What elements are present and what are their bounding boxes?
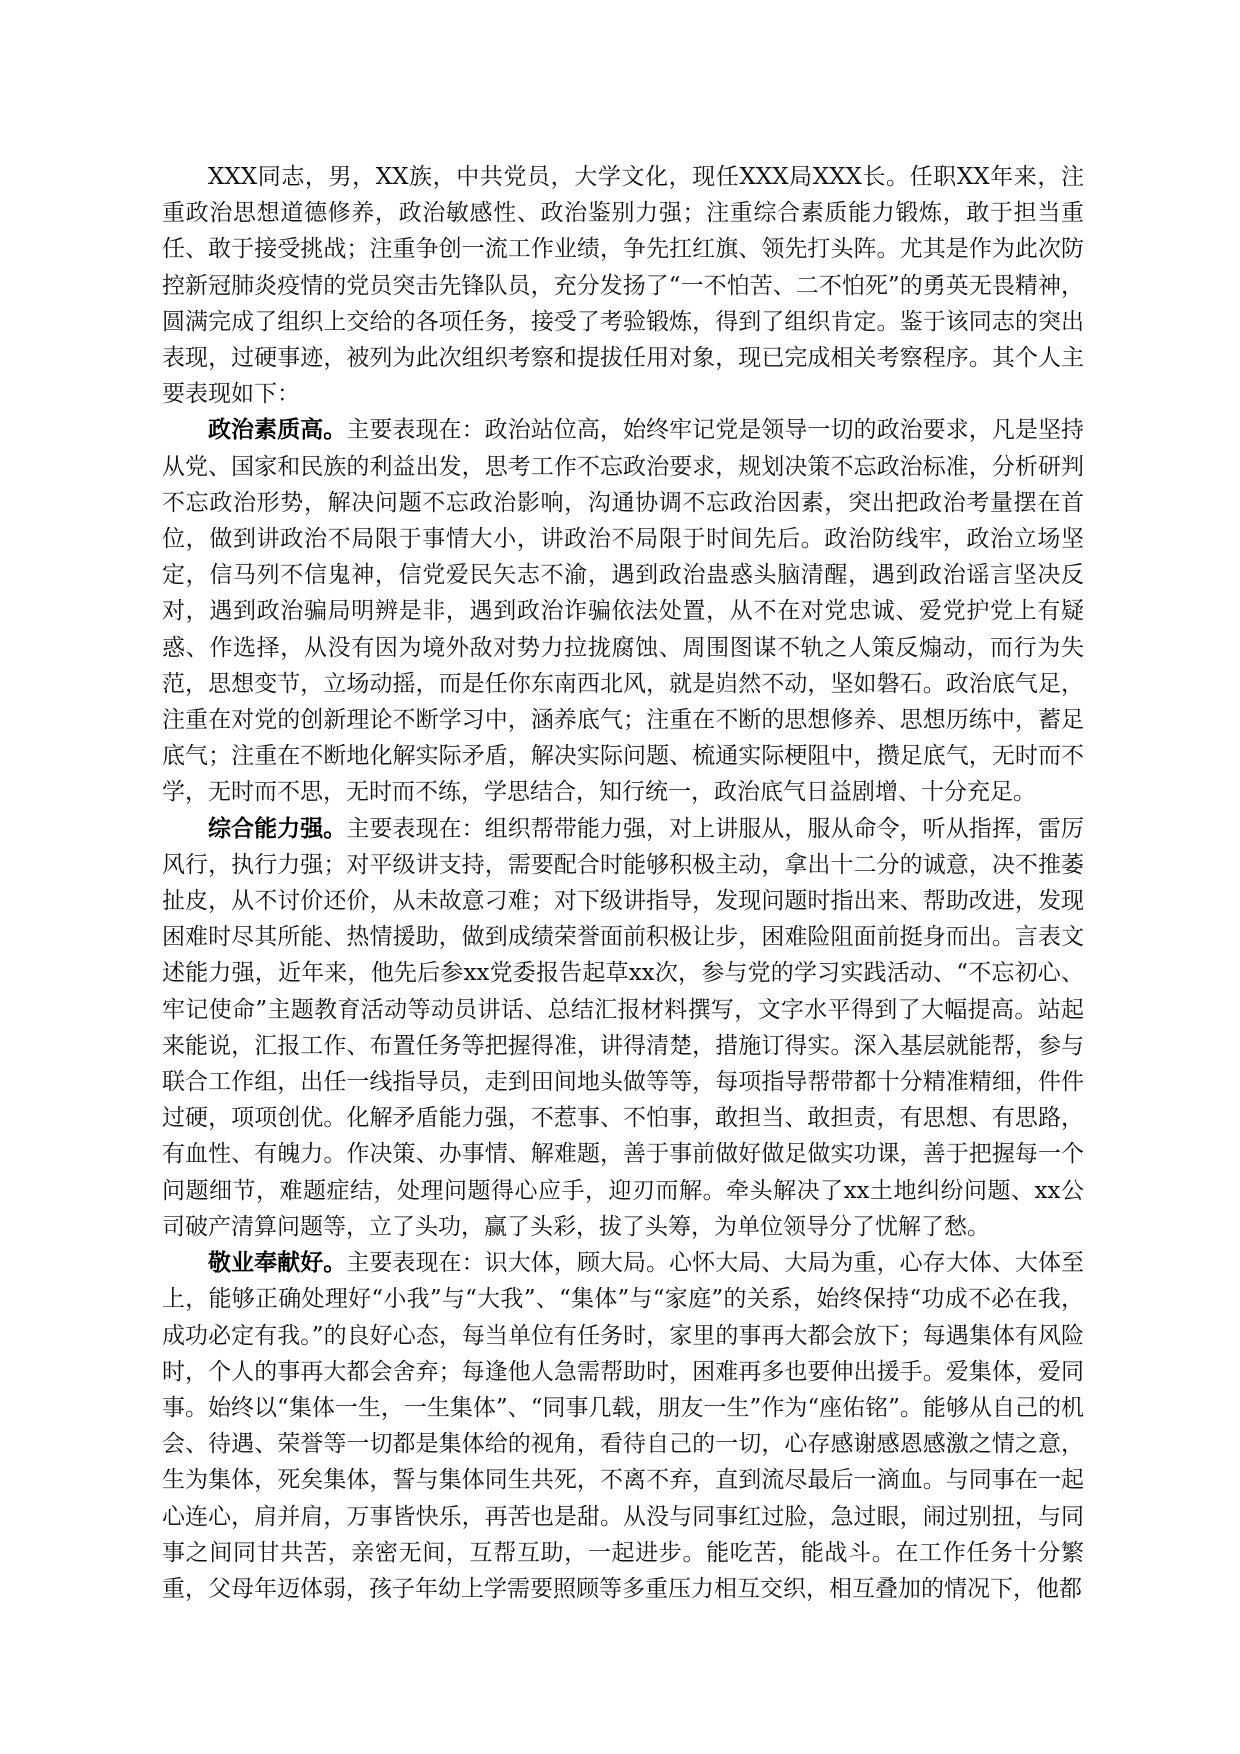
paragraph-comprehensive-ability — [162, 811, 1084, 1245]
paragraph-political-quality-text: 主要表现在：政治站位高，始终牢记党是领导一切的政治要求，凡是坚持从党、国家和民族的利益出发，思考工作不忘政治要求，规划决策不忘政治标准，分析研判不忘政治形势，解决问题不忘政治影响，沟通协调不忘政治因素，突出把政治考量摆在首位，做到讲政治不局限于事情大小，讲政治不局限于时间先后。政治防线牢，政治立场坚定，信马列不信鬼神，信党爱民矢志不渝，遇到政治蛊惑头脑清醒，遇到政治谣言坚决反对，遇到政治骗局明辨是非，遇到政治诈骗依法处置，从不在对党忠诚、爱党护党上有疑惑、作选择，从没有因为境外敌对势力拉拢腐蚀、周围图谋不轨之人策反煽动，而行为失范，思想变节，立场动摇，而是任你东南西北风，就是岿然不动，坚如磐石。政治底气足，注重在对党的创新理论不断学习中，涵养底气；注重在不断的思想修养、思想历练中，蓄足底气；注重在不断地化解实际矛盾，解决实际问题、梳通实际梗阻中，攒足底气，无时而不学，无时而不思，无时而不练，学思结合，知行统一，政治底气日益剧增、十分充足。 — [162, 417, 1085, 806]
paragraph-heading-dedication: 敬业奉献好。 — [208, 1249, 347, 1277]
paragraph-political-quality — [162, 412, 1084, 810]
document-body — [162, 159, 1084, 1607]
paragraph-comprehensive-ability-text: 主要表现在：组织帮带能力强，对上讲服从，服从命令，听从指挥，雷厉风行，执行力强；对平级讲支持，需要配合时能够积极主动，拿出十二分的诚意，决不推萎扯皮，从不讨价还价，从未故意刁难；对下级讲指导，发现问题时指出来、帮助改进，发现困难时尽其所能、热情援助，做到成绩荣誉面前积极让步，困难险阻面前挺身而出。言表文述能力强，近年来，他先后参xx党委报告起草xx次，参与党的学习实践活动、“不忘初心、牢记使命”主题教育活动等动员讲话、总结汇报材料撰写，文字水平得到了大幅提高。站起来能说，汇报工作、布置任务等把握得准，讲得清楚，措施订得实。深入基层就能帮，参与联合工作组，出任一线指导员，走到田间地头做等等，每项指导帮带都十分精准精细，件件过硬，项项创优。化解矛盾能力强，不惹事、不怕事，敢担当、敢担责，有思想、有思路，有血性、有魄力。作决策、办事情、解难题，善于事前做好做足做实功课，善于把握每一个问题细节，难题症结，处理问题得心应手，迎刃而解。牵头解决了xx土地纠纷问题、xx公司破产清算问题等，立了头功，赢了头彩，拔了头筹，为单位领导分了忧解了愁。 — [162, 815, 1085, 1240]
paragraph-dedication — [162, 1245, 1084, 1607]
paragraph-intro-text: XXX同志，男，XX族，中共党员，大学文化，现任XXX局XXX长。任职XX年来，注重政治思想道德修养，政治敏感性、政治鉴别力强；注重综合素质能力锻炼，敢于担当重任、敢于接受挑战；注重争创一流工作业绩，争先扛红旗、领先打头阵。尤其是作为此次防控新冠肺炎疫情的党员突击先锋队员，充分发扬了“一不怕苦、二不怕死”的勇英无畏精神，圆满完成了组织上交给的各项任务，接受了考验锻炼，得到了组织肯定。鉴于该同志的突出表现，过硬事迹，被列为此次组织考察和提拔任用对象，现已完成相关考察程序。其个人主要表现如下： — [162, 164, 1084, 408]
paragraph-intro — [162, 159, 1084, 412]
paragraph-heading-comprehensive-ability: 综合能力强。 — [208, 814, 347, 842]
paragraph-heading-political-quality: 政治素质高。 — [208, 416, 347, 444]
paragraph-dedication-text: 主要表现在：识大体，顾大局。心怀大局、大局为重，心存大体、大体至上，能够正确处理好“小我”与“大我”、“集体”与“家庭”的关系，始终保持“功成不必在我，成功必定有我。”的良好心态，每当单位有任务时，家里的事再大都会放下；每遇集体有风险时，个人的事再大都会舍弃；每逢他人急需帮助时，困难再多也要伸出援手。爱集体，爱同事。始终以“集体一生，一生集体”、“同事几载，朋友一生”作为“座佑铭”。能够从自己的机会、待遇、荣誉等一切都是集体给的视角，看待自己的一切，心存感谢感恩感激之情之意，生为集体，死矣集体，誓与集体同生共死，不离不弃，直到流尽最后一滴血。与同事在一起心连心，肩并肩，万事皆快乐，再苦也是甜。从没与同事红过脸，急过眼，闹过别扭，与同事之间同甘共苦，亲密无间，互帮互助，一起进步。能吃苦，能战斗。在工作任务十分繁重，父母年迈体弱，孩子年幼上学需要照顾等多重压力相互交织，相互叠加的情况下，他都 — [162, 1250, 1085, 1602]
